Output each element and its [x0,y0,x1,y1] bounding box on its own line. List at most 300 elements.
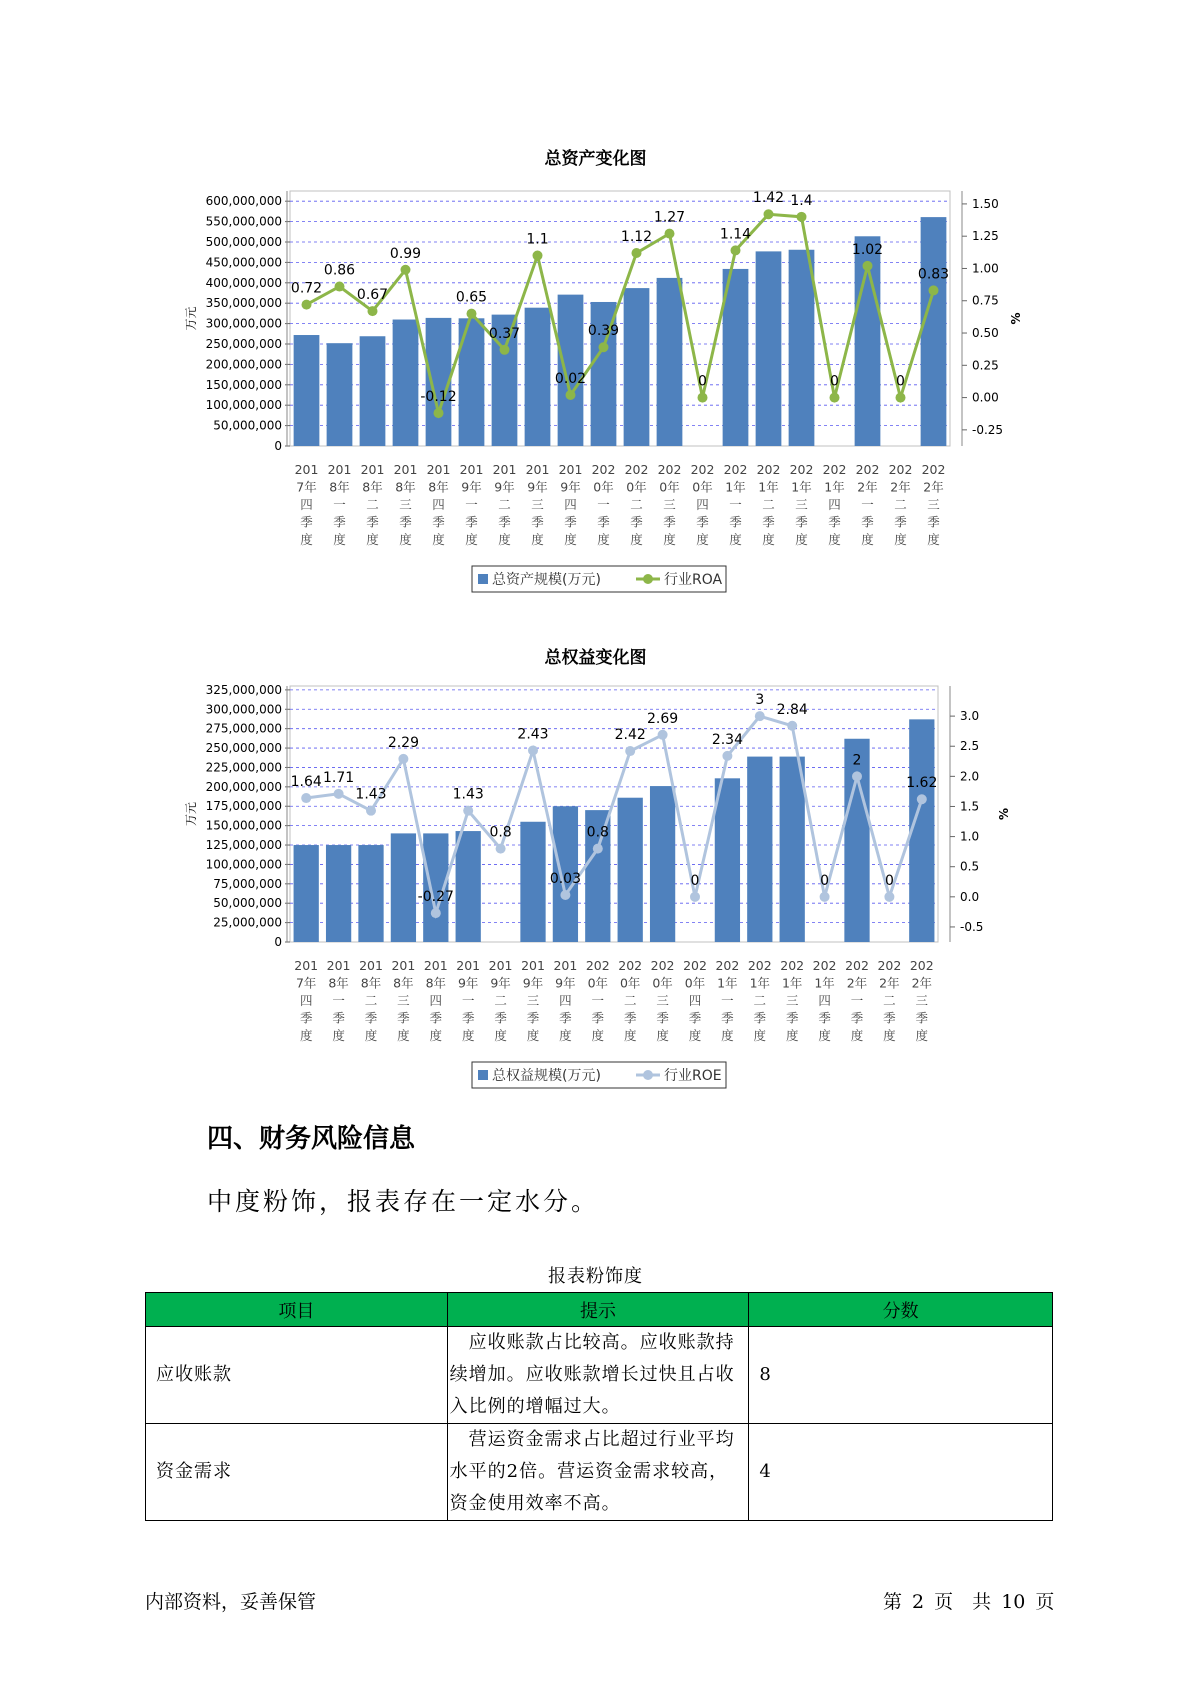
y-tick-label: 200,000,000 [205,357,282,372]
y-tick-label: 250,000,000 [205,741,282,756]
line-point [431,908,441,918]
y-tick-label: 450,000,000 [205,255,282,270]
legend-line-label: 行业ROE [664,1068,722,1084]
x-tick-label: 季 [397,1010,410,1026]
x-tick-label: 8年 [362,479,383,495]
x-tick-label: 1年 [791,479,812,495]
bar [391,833,416,942]
data-label: 0.39 [587,323,620,340]
table-row [146,1424,1053,1521]
legend-bar-swatch [478,574,488,584]
y-tick-label: 225,000,000 [205,760,282,775]
x-tick-label: 2年 [857,479,878,495]
x-tick-label: 202 [618,958,643,973]
x-tick-label: 7年 [295,975,317,991]
x-tick-label: 二 [762,497,775,512]
data-label: 2.43 [517,726,549,743]
x-tick-label: 度 [729,532,742,547]
header-hint: 提示 [447,1293,749,1327]
bar [360,336,386,446]
x-tick-label: 季 [597,514,610,530]
row-item: 应收账款 [146,1327,448,1424]
x-tick-label: 202 [585,958,610,973]
x-tick-label: 8年 [329,479,350,495]
bar [618,798,643,942]
table-header-row [146,1293,1053,1327]
data-label: -0.27 [417,889,454,906]
y2-tick-label: 1.50 [972,196,999,211]
bar [756,251,782,446]
section-heading: 四、财务风险信息 [207,1124,416,1154]
x-tick-label: 二 [366,497,379,512]
x-tick-label: 季 [623,1010,637,1026]
table-row [146,1327,1053,1424]
legend-line-label: 行业ROA [664,572,723,588]
x-tick-label: 202 [780,958,805,973]
data-label: 2.29 [387,734,419,751]
x-tick-label: 度 [364,1028,378,1043]
line-point [401,265,411,275]
bar [844,739,869,942]
x-tick-label: 一 [850,993,864,1008]
bar [393,320,419,446]
data-label: 1.71 [323,769,355,786]
x-tick-label: 9年 [527,479,548,495]
y-tick-label: 150,000,000 [205,818,282,833]
x-tick-label: 度 [498,532,511,547]
x-tick-label: 一 [333,497,346,512]
y-tick-label: 400,000,000 [205,275,282,290]
x-tick-label: 季 [883,1010,896,1026]
x-tick-label: 季 [630,514,643,530]
x-tick-label: 季 [850,1010,864,1026]
y2-tick-label: 1.0 [960,829,980,844]
data-label: 0.86 [323,262,356,279]
line-point [722,751,732,761]
bar [747,757,772,942]
x-tick-label: 季 [762,514,775,530]
x-tick-label: 202 [909,958,934,973]
data-label: 0.37 [488,325,521,342]
bar [294,845,319,942]
x-tick-label: 度 [785,1028,799,1043]
legend-bar-swatch [478,1070,488,1080]
x-tick-label: 201 [359,958,383,973]
y-tick-label: 500,000,000 [205,235,282,249]
x-tick-label: 0年 [659,479,680,495]
x-tick-label: 季 [729,514,742,530]
data-label: 1.4 [790,192,813,209]
x-tick-label: 201 [456,958,481,973]
line-point [434,408,444,418]
y-tick-label: 600,000,000 [205,194,282,209]
row-score: 4 [749,1424,1053,1521]
line-point [632,248,642,258]
x-tick-label: 0年 [652,975,673,991]
x-tick-label: 度 [623,1028,637,1043]
line-point [533,251,543,261]
row-hint: 营运资金需求占比超过行业平均水平的2倍。营运资金需求较高，资金使用效率不高。 [447,1424,749,1521]
line-point [496,844,506,854]
x-tick-label: 季 [332,1010,345,1026]
x-tick-label: 度 [332,1028,345,1043]
line-point [398,754,408,764]
x-tick-label: 2年 [846,975,868,991]
line-point [690,892,700,902]
x-tick-label: 度 [300,532,313,547]
x-tick-label: 季 [818,1010,831,1026]
x-tick-label: 201 [294,958,319,973]
line-point [863,261,873,271]
x-tick-label: 三 [927,497,940,512]
x-tick-label: 三 [397,993,410,1008]
x-tick-label: 度 [753,1028,767,1043]
x-tick-label: 一 [597,497,610,512]
x-tick-label: 季 [559,1010,572,1026]
line-point [698,393,708,403]
risk-table [145,1292,1053,1521]
x-tick-label: 202 [921,462,946,477]
bar [780,757,805,942]
header-score: 分数 [749,1293,1053,1327]
line-point [528,745,538,755]
data-label: 0 [830,373,839,390]
x-tick-label: 202 [715,958,740,973]
total-equity-chart [0,678,1191,1118]
x-tick-label: 度 [721,1028,734,1043]
y2-tick-label: 0.00 [972,390,999,405]
header-item: 项目 [146,1293,448,1327]
x-tick-label: 202 [845,958,869,973]
x-tick-label: 三 [663,497,676,512]
data-label: 0 [884,872,894,889]
line-point [787,721,797,731]
line-point [334,789,344,799]
y-tick-label: 550,000,000 [205,214,282,229]
x-tick-label: 度 [564,532,577,547]
x-tick-label: 季 [861,514,874,530]
x-tick-label: 三 [526,993,540,1008]
y-tick-label: 200,000,000 [205,779,282,794]
line-point [764,209,774,219]
x-tick-label: 一 [591,993,605,1008]
line-point [301,793,311,803]
x-tick-label: 季 [461,1010,475,1026]
bar [657,278,683,446]
x-tick-label: 度 [559,1028,572,1043]
y2-tick-label: 3.0 [960,709,980,724]
x-tick-label: 四 [818,993,831,1008]
y-tick-label: 325,000,000 [205,682,282,697]
data-label: 0.83 [917,266,950,283]
data-label: 0.65 [455,289,488,306]
y2-tick-label: -0.5 [960,919,984,934]
x-tick-label: 四 [828,497,841,512]
y2-tick-label: 2.0 [960,769,980,784]
data-label: 0.8 [489,824,512,841]
x-tick-label: 季 [721,1010,734,1026]
y2-tick-label: 1.00 [972,261,999,276]
data-label: 1.43 [355,786,387,803]
x-tick-label: 202 [591,462,616,477]
x-tick-label: 三 [785,993,799,1008]
x-tick-label: 1年 [749,975,771,991]
x-tick-label: 202 [789,462,814,477]
table-caption: 报表粉饰度 [548,1266,643,1287]
bar [624,288,650,446]
y2-axis-label: % [1009,312,1023,325]
x-tick-label: 一 [461,993,475,1008]
line-point [797,212,807,222]
x-tick-label: 一 [729,497,742,512]
x-tick-label: 9年 [555,975,576,991]
x-tick-label: 8年 [393,975,414,991]
x-tick-label: 8年 [425,975,447,991]
data-label: 1.02 [851,241,884,258]
bar [358,845,383,942]
x-tick-label: 二 [630,497,643,512]
x-tick-label: 8年 [428,479,449,495]
x-tick-label: 度 [818,1028,831,1043]
x-tick-label: 201 [294,462,319,477]
bar [789,250,815,446]
y-tick-label: 100,000,000 [205,398,282,413]
data-label: 2 [852,752,862,769]
x-tick-label: 二 [623,993,637,1008]
data-label: 2.34 [711,731,743,748]
line-point [658,730,668,740]
x-tick-label: 度 [397,1028,410,1043]
x-tick-label: 度 [461,1028,475,1043]
x-tick-label: 度 [762,532,775,547]
x-tick-label: 四 [429,993,443,1008]
data-label: 0.99 [389,245,422,262]
row-item: 资金需求 [146,1424,448,1521]
x-tick-label: 度 [399,532,412,547]
y-tick-label: 125,000,000 [205,838,282,853]
line-point [929,285,939,295]
x-tick-label: 9年 [560,479,581,495]
x-tick-label: 度 [429,1028,443,1043]
y-tick-label: 75,000,000 [213,876,282,891]
legend-bar-label: 总权益规模(万元) [492,1068,601,1084]
x-tick-label: 201 [327,462,352,477]
x-tick-label: 2年 [911,975,933,991]
total-assets-chart [0,180,1191,620]
bar [456,831,481,942]
x-tick-label: 1年 [824,479,845,495]
x-tick-label: 一 [721,993,734,1008]
x-tick-label: 度 [591,1028,605,1043]
x-tick-label: 9年 [457,975,479,991]
x-tick-label: 三 [531,497,544,512]
data-label: 2.84 [776,701,808,718]
x-tick-label: 202 [756,462,781,477]
x-tick-label: 7年 [296,479,317,495]
data-label: 0.72 [290,280,323,297]
bar [520,822,545,942]
line-point [830,393,840,403]
legend-bar-label: 总资产规模(万元) [492,572,601,588]
x-tick-label: 季 [498,514,511,530]
x-tick-label: 1年 [758,479,779,495]
x-tick-label: 度 [465,532,478,547]
data-label: -0.12 [420,389,457,406]
line-point [917,794,927,804]
x-tick-label: 度 [597,532,610,547]
line-point [755,711,765,721]
bar [525,308,551,446]
x-tick-label: 度 [656,1028,669,1043]
x-tick-label: 度 [883,1028,896,1043]
y-tick-label: 100,000,000 [205,857,282,872]
x-tick-label: 四 [559,993,572,1008]
y-tick-label: 150,000,000 [205,377,282,392]
y2-tick-label: 1.5 [960,799,980,814]
x-tick-label: 度 [927,532,940,547]
y2-tick-label: 0.50 [972,326,999,341]
x-tick-label: 201 [492,462,517,477]
x-tick-label: 季 [915,1010,929,1026]
chart-title-assets: 总资产变化图 [544,149,647,169]
x-tick-label: 度 [663,532,676,547]
x-tick-label: 季 [688,1010,702,1026]
data-label: 1.42 [752,190,785,207]
data-label: 3 [755,692,765,709]
legend-line-marker [643,574,653,584]
x-tick-label: 季 [927,514,940,530]
line-point [335,282,345,292]
x-tick-label: 二 [364,993,378,1008]
bar [909,719,934,942]
x-tick-label: 二 [498,497,511,512]
x-tick-label: 2年 [923,479,944,495]
line-point [302,300,312,310]
line-point [896,393,906,403]
x-tick-label: 一 [465,497,478,512]
x-tick-label: 度 [828,532,841,547]
data-label: 0 [690,872,700,889]
x-tick-label: 季 [526,1010,540,1026]
x-tick-label: 二 [883,993,896,1008]
x-tick-label: 季 [753,1010,767,1026]
x-tick-label: 二 [494,993,507,1008]
x-tick-label: 202 [624,462,649,477]
x-tick-label: 201 [525,462,550,477]
x-tick-label: 二 [753,993,767,1008]
x-tick-label: 9年 [461,479,482,495]
x-tick-label: 202 [877,958,902,973]
x-tick-label: 季 [894,514,907,530]
x-tick-label: 1年 [814,975,835,991]
x-tick-label: 一 [861,497,874,512]
x-tick-label: 2年 [890,479,911,495]
x-tick-label: 0年 [684,975,706,991]
line-point [599,342,609,352]
x-tick-label: 四 [299,993,313,1008]
y2-tick-label: 2.5 [960,739,980,754]
y2-axis-label: % [997,807,1011,821]
x-tick-label: 201 [488,958,513,973]
bar [327,343,353,446]
x-tick-label: 季 [696,514,709,530]
x-tick-label: 9年 [490,975,511,991]
row-hint: 应收账款占比较高。应收账款持续增加。应收账款增长过快且占收入比例的增幅过大。 [447,1327,749,1424]
x-tick-label: 季 [828,514,841,530]
x-tick-label: 1年 [781,975,803,991]
x-tick-label: 202 [650,958,675,973]
line-point [852,771,862,781]
x-tick-label: 202 [723,462,748,477]
x-tick-label: 度 [366,532,379,547]
x-tick-label: 202 [855,462,880,477]
x-tick-label: 季 [333,514,346,530]
row-score: 8 [749,1327,1053,1424]
x-tick-label: 201 [521,958,545,973]
line-point [566,390,576,400]
y-tick-label: 0 [274,439,282,453]
x-tick-label: 202 [747,958,772,973]
y-axis-label: 万元 [184,801,198,827]
x-tick-label: 201 [393,462,418,477]
data-label: 2.69 [647,710,679,727]
x-tick-label: 季 [656,1010,669,1026]
x-tick-label: 0年 [619,975,641,991]
data-label: 0 [698,373,707,390]
y-tick-label: 250,000,000 [205,337,282,351]
x-tick-label: 1年 [717,975,738,991]
x-tick-label: 季 [494,1010,507,1026]
x-tick-label: 四 [564,497,577,512]
x-tick-label: 度 [630,532,643,547]
line-point [820,892,830,902]
y-tick-label: 300,000,000 [205,316,282,331]
data-label: 0.02 [554,371,587,387]
data-label: 1.12 [620,228,653,245]
y2-tick-label: 0.25 [972,358,999,373]
legend-line-marker [643,1070,653,1080]
x-tick-label: 季 [366,514,379,530]
y-tick-label: 300,000,000 [205,702,282,717]
footer-confidential: 内部资料，妥善保管 [145,1591,317,1613]
bar [921,217,947,446]
x-tick-label: 四 [432,497,445,512]
line-point [463,806,473,816]
y-tick-label: 50,000,000 [213,896,282,911]
bar [294,335,320,446]
x-tick-label: 8年 [328,975,349,991]
y2-tick-label: 0.5 [960,859,980,874]
x-tick-label: 度 [526,1028,540,1043]
x-tick-label: 度 [795,532,808,547]
x-tick-label: 度 [861,532,874,547]
y-tick-label: 350,000,000 [205,296,282,311]
x-tick-label: 季 [591,1010,605,1026]
x-tick-label: 季 [432,514,445,530]
line-point [500,345,510,355]
x-tick-label: 202 [812,958,837,973]
x-tick-label: 度 [494,1028,507,1043]
x-tick-label: 三 [399,497,412,512]
y-tick-label: 25,000,000 [213,915,282,930]
x-tick-label: 度 [299,1028,313,1043]
y2-tick-label: 1.25 [972,229,999,244]
data-label: 0.8 [586,824,609,841]
y-tick-label: 275,000,000 [205,721,282,736]
x-tick-label: 度 [850,1028,864,1043]
x-tick-label: 201 [423,958,448,973]
data-label: 1.62 [906,775,938,792]
